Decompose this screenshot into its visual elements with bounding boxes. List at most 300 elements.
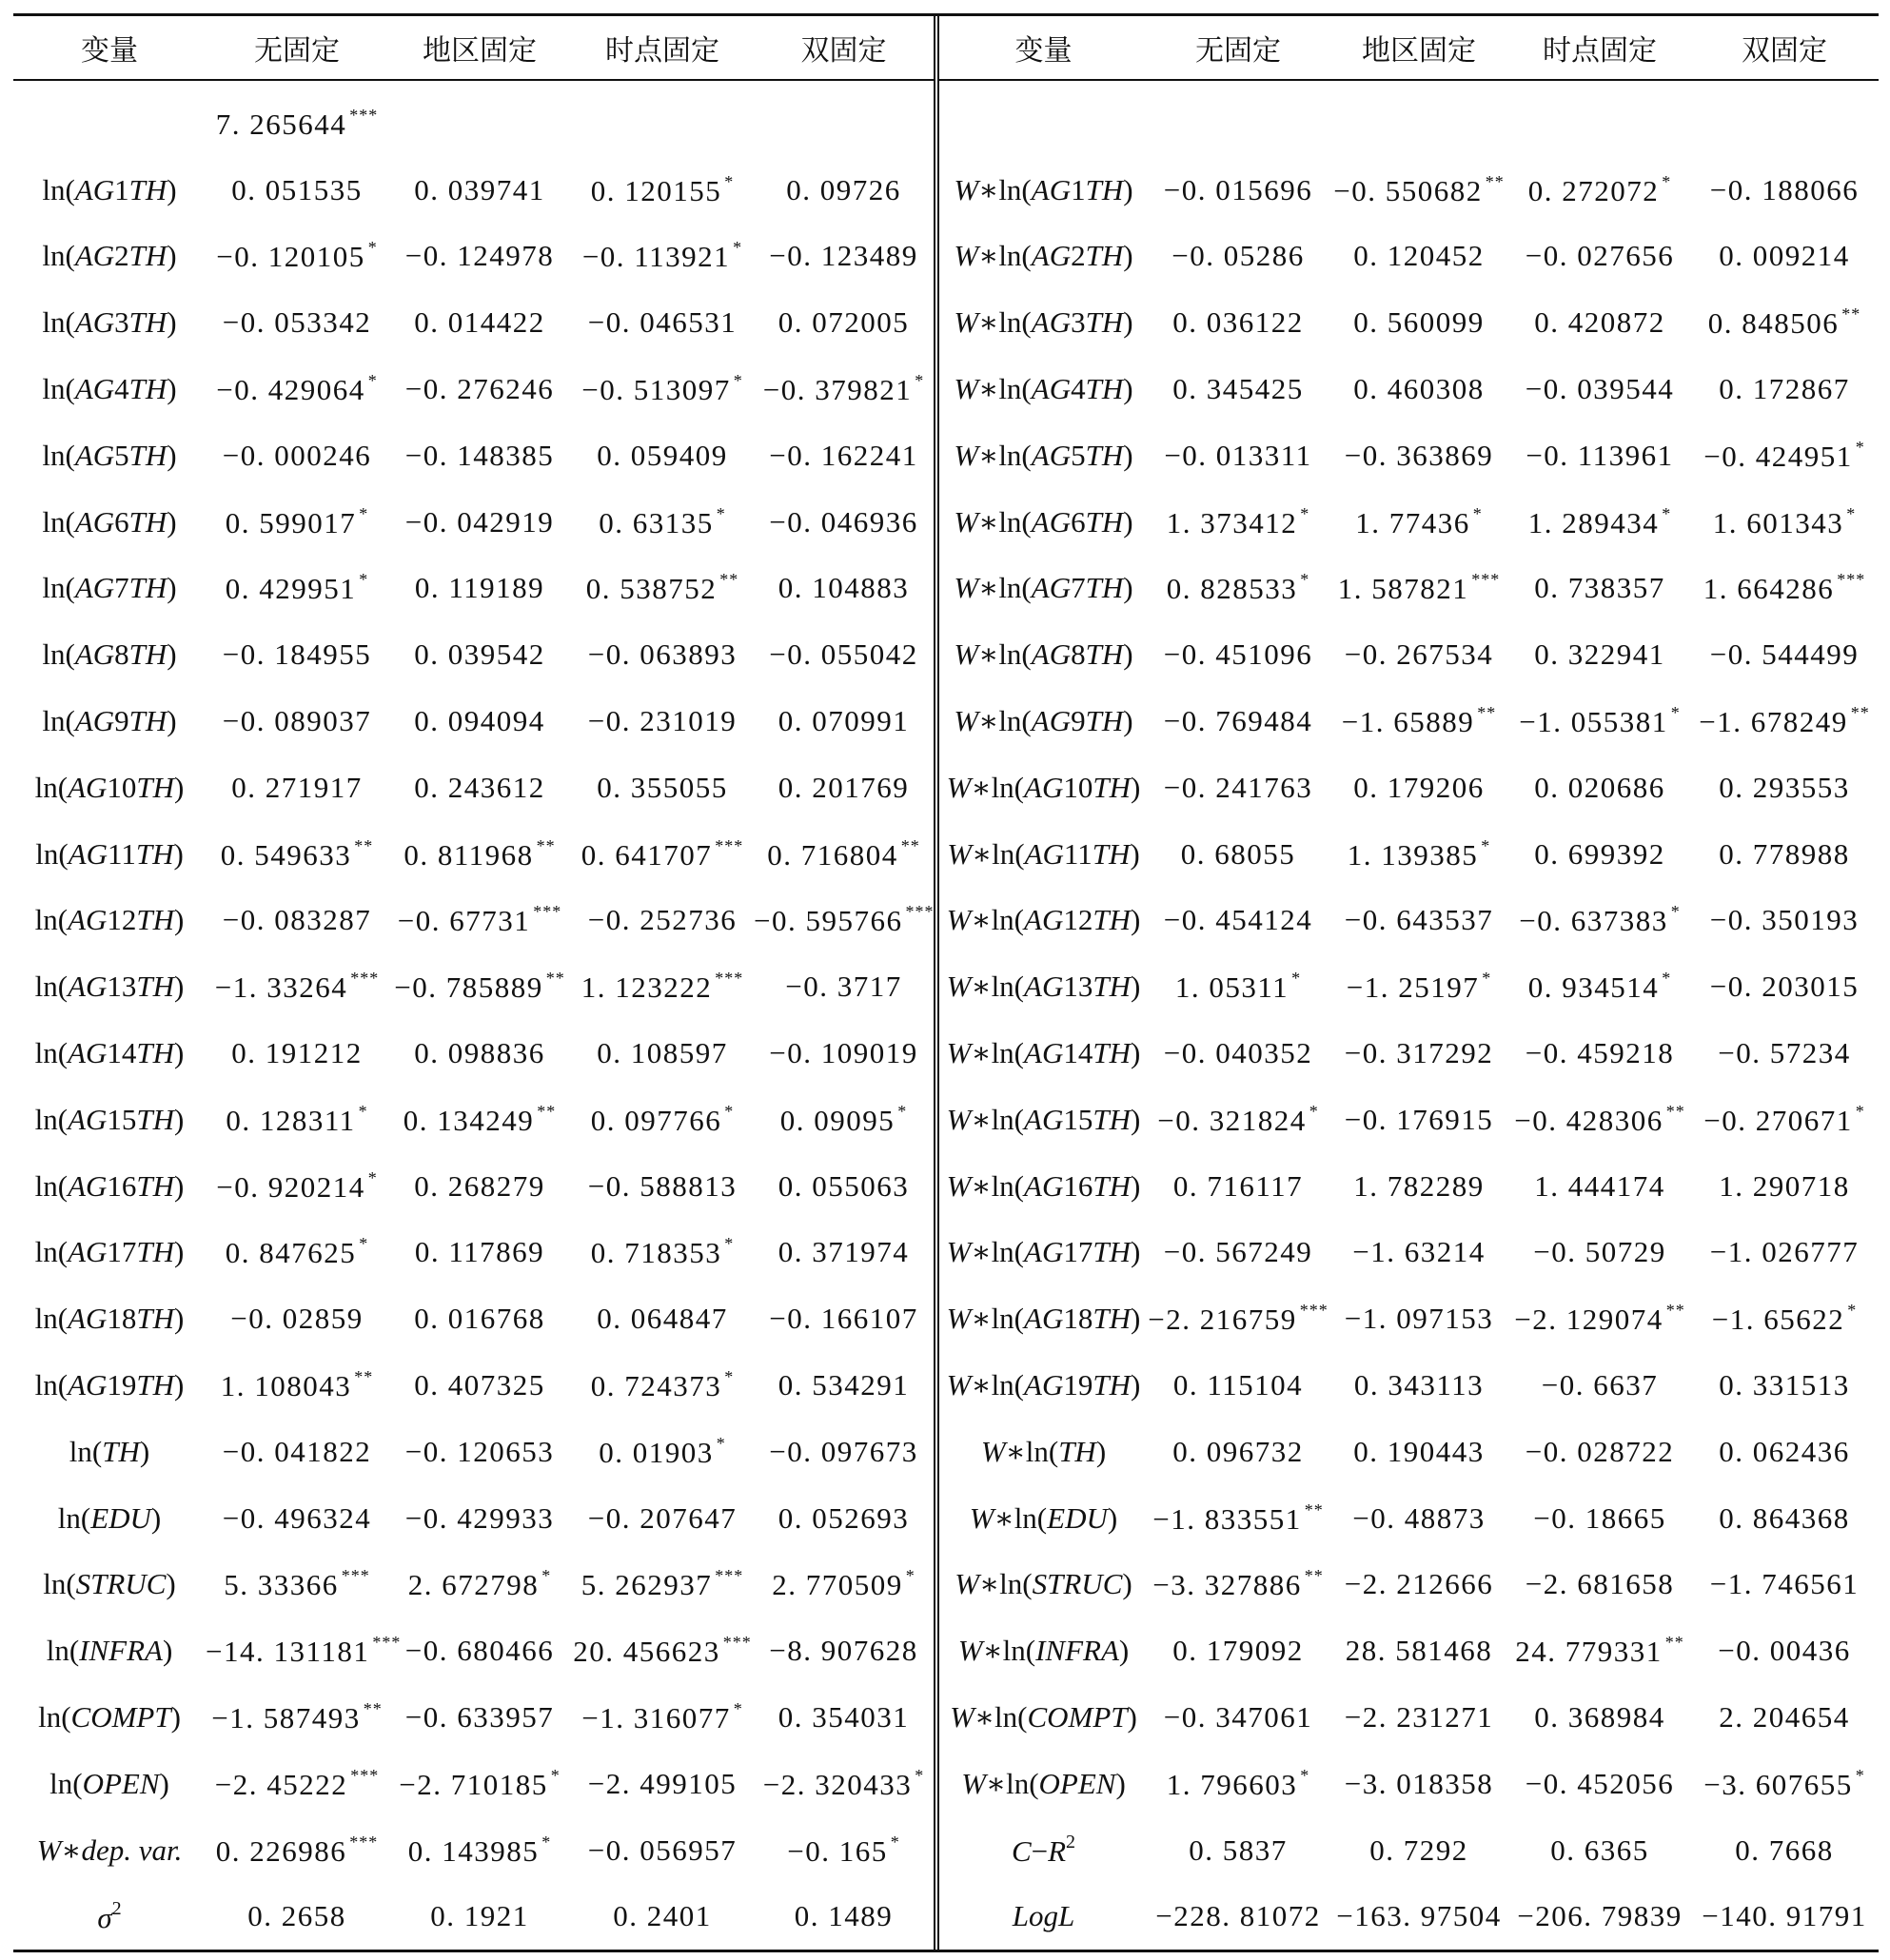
left-variable-cell	[13, 888, 206, 954]
coef-cell	[206, 755, 388, 821]
coef-cell	[754, 356, 936, 422]
coef-value: 0. 828533 *	[1166, 570, 1310, 606]
coef-cell	[571, 1153, 754, 1220]
coef-cell	[388, 556, 571, 622]
coef-cell	[388, 1751, 571, 1817]
table-row	[13, 1352, 1879, 1419]
coef-value: −2. 681658	[1525, 1567, 1675, 1601]
coef-cell	[1509, 556, 1690, 622]
coef-value: 0. 128311 *	[226, 1101, 368, 1137]
right-variable-cell	[936, 1419, 1148, 1485]
coef-value: 2. 770509 *	[772, 1566, 915, 1602]
right-variable-cell-label: W∗ln(AG8TH)	[954, 637, 1133, 672]
coef-value: −0. 544499	[1709, 637, 1860, 672]
significance-stars: ***	[715, 835, 744, 855]
coef-value: 0. 354031	[778, 1700, 910, 1735]
coef-value: 0. 009214	[1719, 239, 1850, 273]
coef-cell	[1329, 755, 1509, 821]
right-variable-cell	[936, 224, 1148, 290]
right-variable-cell-label: W∗ln(AG15TH)	[946, 1102, 1141, 1136]
coef-value: −0. 013311	[1164, 438, 1312, 472]
coef-value: −1. 055381 *	[1519, 703, 1681, 739]
coef-value: −3. 018358	[1344, 1766, 1494, 1800]
table-row	[13, 688, 1879, 755]
coef-value: −0. 633957	[404, 1700, 555, 1735]
coef-cell	[1690, 1617, 1879, 1684]
coef-cell	[388, 489, 571, 556]
coef-cell	[388, 755, 571, 821]
coef-cell	[1148, 1485, 1329, 1552]
coef-value: −0. 452056	[1525, 1766, 1675, 1800]
coef-cell	[206, 953, 388, 1020]
coef-value: −0. 567249	[1163, 1235, 1313, 1269]
coef-value: −0. 595766 ***	[754, 902, 935, 938]
coef-value: −0. 57234	[1718, 1036, 1851, 1070]
coef-value: −0. 00436	[1718, 1634, 1851, 1668]
coef-value: 0. 1489	[794, 1899, 894, 1933]
coef-value: −140. 91791	[1702, 1899, 1867, 1933]
coef-value: −0. 05286	[1171, 239, 1305, 273]
left-variable-cell	[13, 1087, 206, 1153]
coef-value: −1. 33264 ***	[214, 969, 380, 1005]
right-variable-cell	[936, 1352, 1148, 1419]
header-left-no-fixed: 无固定	[206, 16, 388, 80]
coef-cell	[206, 1617, 402, 1684]
left-variable-cell	[13, 1220, 206, 1286]
coef-value: −0. 203015	[1709, 970, 1860, 1004]
coef-cell	[206, 1352, 388, 1419]
coef-value: −0. 188066	[1709, 172, 1860, 206]
coef-cell	[1329, 1684, 1509, 1751]
table-row	[13, 1552, 1879, 1618]
coef-value: 0. 119189	[414, 571, 545, 605]
coef-value: −0. 451096	[1163, 637, 1313, 672]
coef-value: 7. 265644 ***	[215, 105, 379, 141]
right-variable-cell-label: W∗ln(AG13TH)	[946, 970, 1141, 1004]
left-variable-cell	[13, 1552, 206, 1618]
coef-value: 24. 779331 **	[1515, 1633, 1684, 1669]
coef-value: −0. 040352	[1163, 1036, 1313, 1070]
significance-stars: ***	[1471, 570, 1501, 590]
coef-cell	[1148, 621, 1329, 688]
header-right-two-way-fixed: 双固定	[1690, 16, 1879, 80]
significance-stars: *	[1847, 1301, 1858, 1321]
header-right-time-fixed: 时点固定	[1509, 16, 1690, 80]
left-variable-cell	[13, 1419, 206, 1485]
coef-value: 0. 460308	[1353, 372, 1485, 406]
coef-cell	[1148, 289, 1329, 356]
coef-cell	[1329, 289, 1509, 356]
coef-cell	[388, 1087, 571, 1153]
right-variable-cell	[936, 1617, 1148, 1684]
right-variable-cell	[936, 289, 1148, 356]
left-variable-cell-label: $\sigma^2$	[97, 1897, 122, 1934]
right-variable-cell-label: W∗ln(INFRA)	[957, 1634, 1130, 1668]
coef-cell	[1148, 422, 1329, 489]
table-row	[13, 157, 1879, 224]
coef-cell	[1329, 1617, 1509, 1684]
coef-value: −0. 162241	[769, 438, 918, 472]
coef-value: −2. 129074 **	[1514, 1301, 1685, 1337]
table-row	[13, 1020, 1879, 1087]
coef-cell	[1690, 1684, 1879, 1751]
right-variable-cell	[936, 1485, 1148, 1552]
right-variable-cell-label: W∗ln(AG17TH)	[946, 1235, 1141, 1269]
coef-cell	[1509, 1220, 1690, 1286]
coef-value: 0. 549633 **	[220, 835, 374, 872]
coef-value: −0. 039544	[1525, 372, 1675, 406]
coef-value: −0. 109019	[769, 1036, 918, 1070]
coef-cell	[388, 1285, 571, 1352]
right-variable-cell-label: W∗ln(AG2TH)	[954, 239, 1133, 273]
right-variable-cell	[936, 1087, 1148, 1153]
right-variable-cell-label: W∗ln(AG18TH)	[946, 1302, 1141, 1336]
right-variable-cell	[936, 953, 1148, 1020]
coef-cell	[1148, 1285, 1329, 1352]
coef-value: −1. 63214	[1352, 1235, 1486, 1269]
table-row	[13, 489, 1879, 556]
coef-value: 0. 052693	[778, 1500, 910, 1535]
coef-cell	[1329, 1020, 1509, 1087]
coef-cell	[571, 888, 754, 954]
coef-value: 1. 05311 *	[1174, 969, 1302, 1005]
coef-cell	[1509, 621, 1690, 688]
coef-value: 0. 201769	[778, 770, 910, 804]
coef-cell	[1148, 1352, 1329, 1419]
right-variable-cell-label: W∗ln(AG1TH)	[954, 172, 1133, 206]
coef-cell	[571, 157, 754, 224]
coef-value: −0. 041822	[222, 1434, 372, 1468]
coef-cell	[571, 1884, 754, 1950]
coef-value: 1. 289434 *	[1527, 503, 1672, 539]
coef-value: 0. 6365	[1550, 1833, 1649, 1867]
coef-cell	[388, 1817, 571, 1884]
coef-value: 0. 716804 **	[767, 835, 920, 872]
coef-value: 0. 641707 ***	[581, 835, 744, 872]
left-variable-cell	[13, 1285, 206, 1352]
coef-value: 0. 420872	[1534, 305, 1665, 340]
header-right-variable: 变量	[936, 16, 1148, 80]
coef-cell	[206, 821, 388, 888]
regression-table	[13, 13, 1879, 1952]
coef-cell	[1690, 1419, 1879, 1485]
header-left-region-fixed: 地区固定	[388, 16, 571, 80]
coef-cell	[206, 356, 388, 422]
table-row	[13, 224, 1879, 290]
coef-value: 0. 064847	[597, 1302, 728, 1336]
significance-stars: *	[1300, 1765, 1310, 1785]
coef-cell	[1329, 953, 1509, 1020]
coef-cell	[754, 1419, 936, 1485]
right-variable-cell-label: W∗ln(STRUC)	[955, 1567, 1132, 1601]
coef-value: −0. 321824 *	[1157, 1101, 1319, 1137]
left-variable-cell-label: ln(AG6TH)	[42, 504, 177, 539]
right-variable-cell-label: W∗ln(AG3TH)	[954, 305, 1133, 340]
coef-value: −2. 216759 ***	[1148, 1301, 1329, 1337]
significance-stars: **	[719, 570, 739, 590]
coef-cell	[388, 1352, 571, 1419]
significance-stars: *	[915, 1765, 925, 1785]
coef-cell	[388, 888, 571, 954]
coef-value: −1. 833551 **	[1152, 1499, 1324, 1536]
coef-cell	[1329, 356, 1509, 422]
coef-value: −0. 113921 *	[581, 238, 743, 274]
coef-cell	[388, 224, 571, 290]
coef-value: −0. 000246	[222, 438, 372, 472]
coef-value: −0. 18665	[1533, 1500, 1666, 1535]
significance-stars: ***	[350, 969, 380, 989]
coef-value: 0. 716117	[1172, 1168, 1304, 1203]
coef-value: 0. 096732	[1172, 1434, 1304, 1468]
significance-stars: *	[915, 371, 925, 391]
coef-cell	[754, 1020, 936, 1087]
right-variable-cell	[936, 1817, 1148, 1884]
significance-stars: ***	[341, 1566, 370, 1586]
coef-cell	[1148, 1020, 1329, 1087]
coef-value: 20. 456623 ***	[573, 1633, 752, 1669]
significance-stars: ***	[722, 1633, 752, 1653]
significance-stars: *	[1482, 969, 1492, 989]
table-row	[13, 1285, 1879, 1352]
significance-stars: *	[1662, 171, 1672, 191]
right-variable-cell	[936, 1020, 1148, 1087]
coef-value: −0. 046531	[587, 305, 738, 340]
significance-stars: ***	[715, 969, 744, 989]
coef-cell	[1329, 1552, 1509, 1618]
significance-stars: *	[1291, 969, 1302, 989]
significance-stars: *	[1309, 1101, 1319, 1121]
coef-cell	[754, 1617, 936, 1684]
table-row	[13, 1751, 1879, 1817]
coef-value: 0. 134249 **	[403, 1101, 557, 1137]
coef-value: −0. 67731 ***	[397, 902, 562, 938]
coef-value: −2. 499105	[587, 1766, 738, 1800]
coef-cell	[1690, 1352, 1879, 1419]
coef-value: 0. 191212	[231, 1036, 363, 1070]
right-variable-cell-label: W∗ln(AG10TH)	[946, 770, 1141, 804]
coef-value: 0. 09726	[786, 172, 901, 206]
coef-value: −1. 65889 **	[1341, 703, 1497, 739]
coef-value: −0. 053342	[222, 305, 372, 340]
significance-stars: *	[1855, 1765, 1865, 1785]
coef-value: 0. 272072 *	[1527, 171, 1672, 207]
left-variable-cell	[13, 422, 206, 489]
coef-value: 0. 7668	[1735, 1833, 1834, 1867]
coef-cell	[206, 1285, 388, 1352]
coef-value: 0. 014422	[414, 305, 545, 340]
table-row	[13, 1220, 1879, 1286]
results-table	[13, 16, 1879, 1950]
coef-value: −0. 267534	[1344, 637, 1494, 672]
coef-value: 0. 120452	[1353, 239, 1485, 273]
coef-cell	[1690, 224, 1879, 290]
coef-cell	[571, 1617, 754, 1684]
coef-cell	[1690, 1552, 1879, 1618]
coef-cell	[1148, 688, 1329, 755]
significance-stars: *	[359, 503, 369, 523]
coef-cell	[1329, 688, 1509, 755]
coef-cell	[571, 80, 754, 157]
coef-cell	[1690, 1817, 1879, 1884]
coef-value: 1. 373412 *	[1166, 503, 1310, 539]
table-row	[13, 755, 1879, 821]
coef-cell	[754, 621, 936, 688]
coef-cell	[388, 688, 571, 755]
coef-value: 0. 01903 *	[599, 1433, 726, 1469]
coef-value: −0. 046936	[769, 504, 918, 539]
coef-cell	[1690, 1884, 1879, 1950]
significance-stars: **	[1304, 1566, 1324, 1586]
coef-cell	[754, 755, 936, 821]
right-variable-cell	[936, 422, 1148, 489]
coef-value: −0. 3717	[785, 970, 902, 1004]
coef-value: −0. 028722	[1525, 1434, 1675, 1468]
coef-cell	[1509, 1020, 1690, 1087]
coef-cell	[1148, 356, 1329, 422]
left-variable-cell	[13, 157, 206, 224]
coef-cell	[206, 1751, 388, 1817]
coef-value: 0. 811968 **	[404, 835, 556, 872]
coef-cell	[1690, 1153, 1879, 1220]
coef-cell	[1148, 157, 1329, 224]
table-row	[13, 1817, 1879, 1884]
coef-value: −0. 429064 *	[216, 371, 378, 407]
coef-value: −0. 429933	[404, 1500, 555, 1535]
coef-value: 0. 070991	[778, 704, 910, 738]
coef-cell	[1148, 1617, 1329, 1684]
coef-value: −0. 231019	[587, 704, 738, 738]
coef-value: −1. 587493 **	[211, 1699, 383, 1735]
coef-cell	[388, 80, 571, 157]
right-variable-cell-label: W∗ln(AG7TH)	[954, 571, 1133, 605]
coef-value: −0. 50729	[1533, 1235, 1666, 1269]
left-variable-cell	[13, 80, 206, 157]
right-variable-cell	[936, 888, 1148, 954]
coef-cell	[1509, 422, 1690, 489]
coef-cell	[754, 688, 936, 755]
coef-value: −0. 637383 *	[1519, 902, 1681, 938]
table-row	[13, 356, 1879, 422]
coef-cell	[571, 1485, 754, 1552]
right-variable-cell	[936, 821, 1148, 888]
coef-cell	[1329, 1220, 1509, 1286]
coef-value: 1. 108043 **	[220, 1367, 374, 1403]
coef-value: 0. 429951 *	[225, 570, 369, 606]
coef-cell	[1509, 80, 1690, 157]
coef-value: 2. 672798 *	[407, 1566, 552, 1602]
coef-value: −0. 454124	[1163, 903, 1313, 937]
coef-cell	[388, 1020, 571, 1087]
left-variable-cell	[13, 755, 206, 821]
significance-stars: **	[1841, 304, 1861, 324]
coef-cell	[388, 157, 571, 224]
coef-value: 0. 864368	[1719, 1500, 1850, 1535]
left-variable-cell	[13, 1153, 206, 1220]
coef-cell	[1509, 1751, 1690, 1817]
coef-cell	[571, 821, 754, 888]
coef-value: −0. 6637	[1541, 1368, 1659, 1402]
coef-value: −0. 428306 **	[1514, 1101, 1685, 1137]
coef-value: −0. 120653	[404, 1434, 555, 1468]
coef-cell	[1509, 1352, 1690, 1419]
significance-stars: *	[905, 1566, 915, 1586]
coef-value: −228. 81072	[1155, 1899, 1321, 1933]
coef-cell	[206, 80, 388, 157]
coef-cell	[1690, 1751, 1879, 1817]
coef-value: −0. 124978	[404, 239, 555, 273]
header-left-variable: 变量	[13, 16, 206, 80]
significance-stars: **	[354, 835, 374, 855]
coef-value: −2. 212666	[1344, 1567, 1494, 1601]
coef-cell	[1148, 1220, 1329, 1286]
right-variable-cell-label: W∗ln(AG5TH)	[954, 438, 1133, 472]
coef-cell	[1148, 556, 1329, 622]
right-variable-cell	[936, 1285, 1148, 1352]
table-row	[13, 888, 1879, 954]
coef-cell	[1509, 688, 1690, 755]
right-variable-cell	[936, 80, 1148, 157]
significance-stars: ***	[905, 902, 935, 922]
coef-cell	[1509, 1153, 1690, 1220]
coef-cell	[1148, 1817, 1329, 1884]
coef-cell	[1329, 1419, 1509, 1485]
coef-cell	[1509, 1285, 1690, 1352]
coef-cell	[571, 1751, 754, 1817]
table-row	[13, 621, 1879, 688]
table-row	[13, 289, 1879, 356]
significance-stars: *	[897, 1101, 908, 1121]
left-variable-cell	[13, 953, 206, 1020]
significance-stars: *	[1662, 969, 1672, 989]
significance-stars: *	[367, 238, 378, 258]
coef-cell	[1690, 289, 1879, 356]
coef-cell	[571, 224, 754, 290]
table-row	[13, 1884, 1879, 1950]
coef-cell	[1148, 755, 1329, 821]
coef-value: −1. 678249 **	[1699, 703, 1870, 739]
coef-cell	[206, 621, 388, 688]
right-variable-cell-label: W∗ln(AG14TH)	[946, 1036, 1141, 1070]
coef-cell	[388, 356, 571, 422]
coef-value: 0. 343113	[1353, 1368, 1485, 1402]
significance-stars: ***	[350, 1765, 380, 1785]
right-variable-cell	[936, 1751, 1148, 1817]
header-right-no-fixed: 无固定	[1148, 16, 1329, 80]
coef-cell	[1148, 1552, 1329, 1618]
coef-value: −1. 026777	[1709, 1235, 1860, 1269]
significance-stars: *	[359, 570, 369, 590]
significance-stars: *	[724, 171, 735, 191]
coef-cell	[571, 556, 754, 622]
coef-cell	[1509, 1087, 1690, 1153]
coef-cell	[754, 888, 936, 954]
coef-value: 1. 123222 ***	[581, 969, 744, 1005]
coef-value: 5. 262937 ***	[581, 1566, 744, 1602]
right-variable-cell-label: W∗ln(OPEN)	[961, 1766, 1126, 1800]
table-row	[13, 422, 1879, 489]
left-variable-cell	[13, 1485, 206, 1552]
coef-cell	[1329, 821, 1509, 888]
coef-value: −0. 166107	[769, 1302, 918, 1336]
coef-cell	[1148, 953, 1329, 1020]
coef-cell	[1509, 1817, 1690, 1884]
coef-value: 0. 345425	[1172, 372, 1304, 406]
coef-value: 1. 77436 *	[1355, 503, 1483, 539]
coef-value: 1. 782289	[1353, 1168, 1485, 1203]
coef-cell	[754, 289, 936, 356]
left-variable-cell	[13, 1684, 206, 1751]
significance-stars: **	[1304, 1499, 1324, 1519]
